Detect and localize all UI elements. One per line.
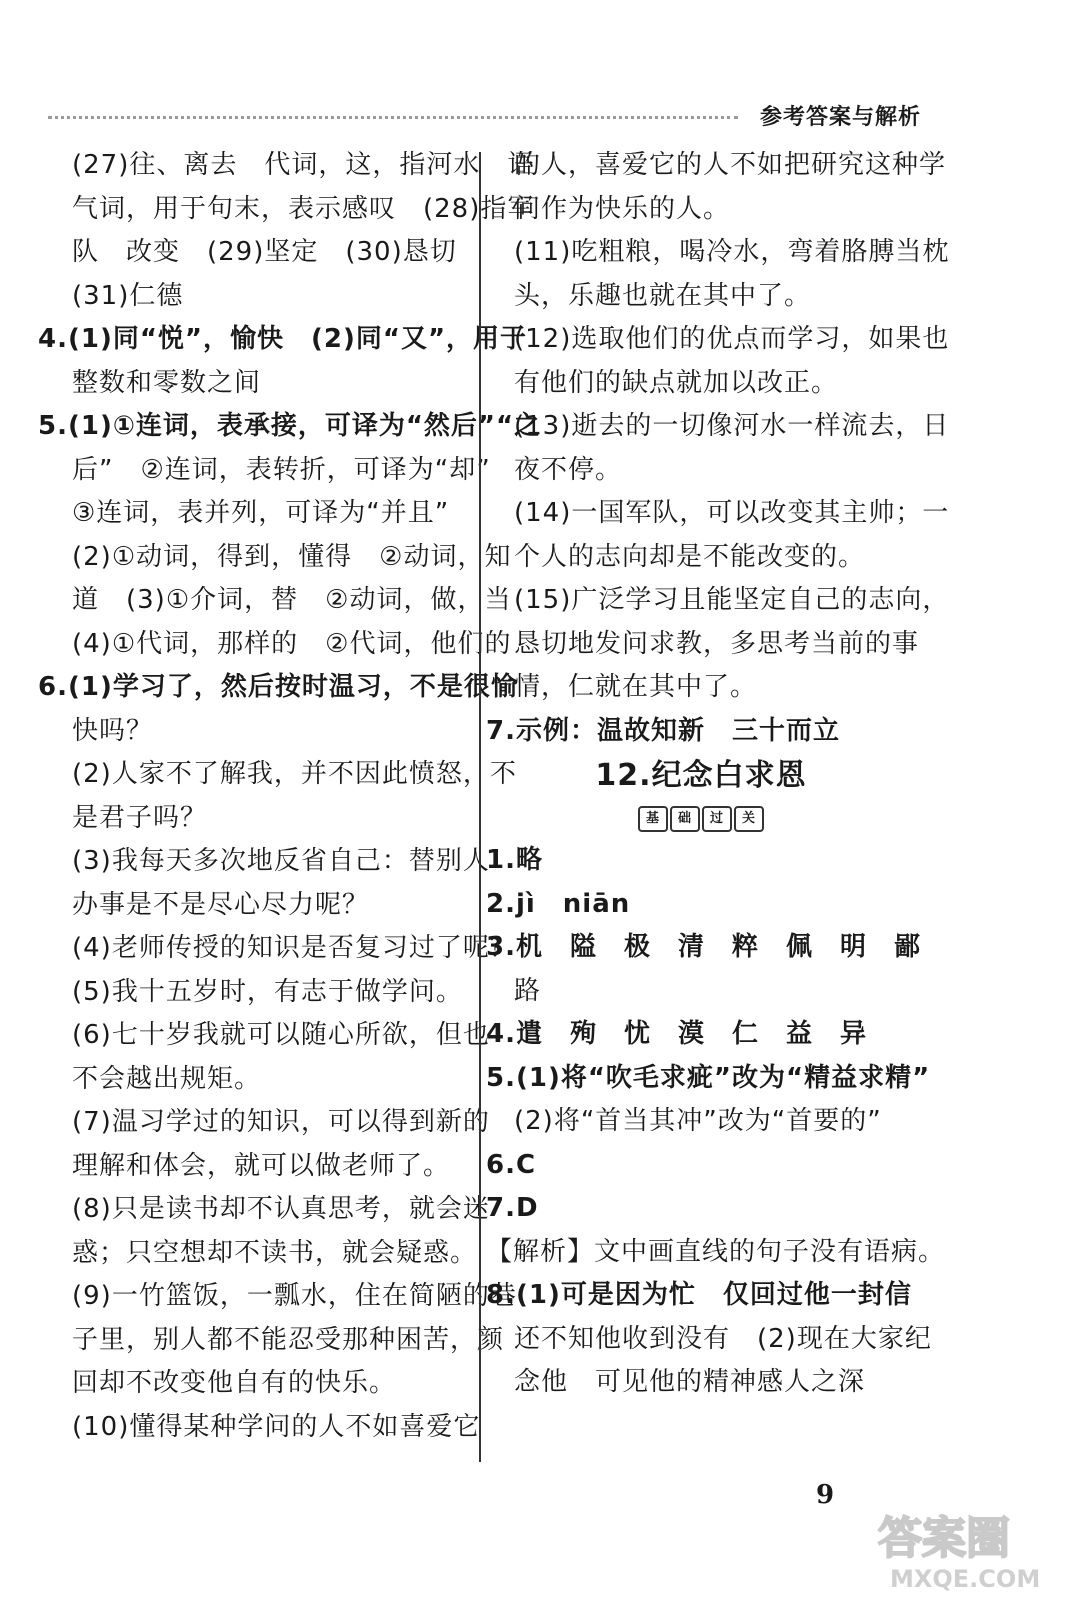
answer-8-cont-2: 念他 可见他的精神感人之深 <box>514 1367 866 1397</box>
section-tag-char: 础 <box>670 806 700 832</box>
left-line-14: 快吗？ <box>72 715 154 746</box>
left-line-9: ③连词，表并列，可译为“并且” <box>72 498 450 528</box>
left-line-21: (6)七十岁我就可以随心所欲，但也 <box>72 1020 490 1050</box>
answer-1: 1.略 <box>486 845 543 875</box>
section-tag-char: 关 <box>734 806 764 832</box>
header-rule <box>48 116 738 119</box>
left-line-5: 4.(1)同“悦”，愉快 (2)同“又”，用于 <box>38 324 528 354</box>
right-line-7: (13)逝去的一切像河水一样流去，日 <box>514 411 950 441</box>
right-line-5: (12)选取他们的优点而学习，如果也 <box>514 324 950 354</box>
left-line-22: 不会越出规矩。 <box>72 1063 262 1094</box>
answer-6: 6.C <box>486 1149 537 1180</box>
left-line-26: 惑；只空想却不读书，就会疑惑。 <box>72 1237 478 1268</box>
left-line-16: 是君子吗？ <box>72 802 208 833</box>
answer-analysis: 【解析】文中画直线的句子没有语病。 <box>486 1236 946 1267</box>
left-line-30: (10)懂得某种学问的人不如喜爱它 <box>72 1411 481 1442</box>
left-line-18: 办事是不是尽心尽力呢？ <box>72 889 370 920</box>
section-tag-char: 过 <box>702 806 732 832</box>
left-line-2: 气词，用于句末，表示感叹 (28)指军 <box>72 193 535 224</box>
answer-3-cont: 路 <box>514 975 542 1006</box>
right-line-6: 有他们的缺点就加以改正。 <box>514 367 839 398</box>
answer-2: 2.jì niān <box>486 888 631 919</box>
left-line-7: 5.(1)①连词，表承接，可译为“然后”“之 <box>38 411 542 441</box>
answer-3: 3.机 隘 极 清 粹 佩 明 鄙 <box>486 932 921 962</box>
left-line-12: (4)①代词，那样的 ②代词，他们的 <box>72 628 512 659</box>
left-line-28: 子里，别人都不能忍受那种困苦，颜 <box>72 1324 505 1355</box>
page-number: 9 <box>816 1480 835 1510</box>
right-line-14: 7.示例：温故知新 三十而立 <box>486 715 840 746</box>
left-line-23: (7)温习学过的知识，可以得到新的 <box>72 1107 490 1137</box>
left-line-27: (9)一竹篮饭，一瓢水，住在简陋的巷 <box>72 1281 517 1311</box>
answer-4: 4.遣 殉 忧 漠 仁 益 异 <box>486 1019 867 1049</box>
column-divider <box>479 152 481 1462</box>
right-line-9: (14)一国军队，可以改变其主帅；一 <box>514 498 950 528</box>
right-line-3: (11)吃粗粮，喝冷水，弯着胳膊当枕 <box>514 237 950 267</box>
left-line-17: (3)我每天多次地反省自己：替别人 <box>72 846 490 876</box>
watermark-site: MXQE.COM <box>890 1565 1041 1593</box>
answer-5-cont: (2)将“首当其冲”改为“首要的” <box>514 1106 882 1136</box>
left-line-4: (31)仁德 <box>72 280 184 311</box>
left-line-1: (27)往、离去 代词，这，指河水 语 <box>72 150 535 180</box>
section-tag <box>486 799 916 839</box>
right-line-2: 问作为快乐的人。 <box>514 193 731 224</box>
header-title: 参考答案与解析 <box>760 105 922 130</box>
right-line-13: 情，仁就在其中了。 <box>514 672 758 702</box>
left-line-13: 6.(1)学习了，然后按时温习，不是很愉 <box>38 672 518 702</box>
left-line-6: 整数和零数之间 <box>72 367 262 398</box>
left-line-10: (2)①动词，得到，懂得 ②动词，知 <box>72 541 512 572</box>
right-line-12: 恳切地发问求教，多思考当前的事 <box>514 628 920 659</box>
right-line-10: 个人的志向却是不能改变的。 <box>514 541 866 572</box>
left-line-8: 后” ②连词，表转折，可译为“却” <box>72 454 491 485</box>
left-line-3: 队 改变 (29)坚定 (30)恳切 <box>72 237 457 267</box>
right-column <box>486 144 950 1405</box>
left-line-19: (4)老师传授的知识是否复习过了呢？ <box>72 933 517 963</box>
right-line-4: 头，乐趣也就在其中了。 <box>514 280 812 311</box>
watermark-logo <box>870 1495 1060 1595</box>
answer-8-cont-1: 还不知他收到没有 (2)现在大家纪 <box>514 1323 932 1354</box>
section-tag-char: 基 <box>638 806 668 832</box>
right-line-1: 的人，喜爱它的人不如把研究这种学 <box>514 150 947 180</box>
left-line-15: (2)人家不了解我，并不因此愤怒，不 <box>72 759 517 789</box>
section-title: 12.纪念白求恩 <box>595 758 807 793</box>
answer-7: 7.D <box>486 1193 539 1223</box>
right-line-11: (15)广泛学习且能坚定自己的志向， <box>514 585 950 615</box>
watermark-text: 答案圈 <box>878 1513 1010 1564</box>
answer-5: 5.(1)将“吹毛求疵”改为“精益求精” <box>486 1062 931 1093</box>
left-line-20: (5)我十五岁时，有志于做学问。 <box>72 976 463 1007</box>
left-line-24: 理解和体会，就可以做老师了。 <box>72 1150 451 1181</box>
right-line-8: 夜不停。 <box>514 454 623 485</box>
answer-8: 8.(1)可是因为忙 仅回过他一封信 <box>486 1280 912 1310</box>
left-line-29: 回却不改变他自有的快乐。 <box>72 1368 397 1398</box>
left-line-11: 道 (3)①介词，替 ②动词，做，当 <box>72 585 512 615</box>
left-line-25: (8)只是读书却不认真思考，就会迷 <box>72 1194 490 1224</box>
